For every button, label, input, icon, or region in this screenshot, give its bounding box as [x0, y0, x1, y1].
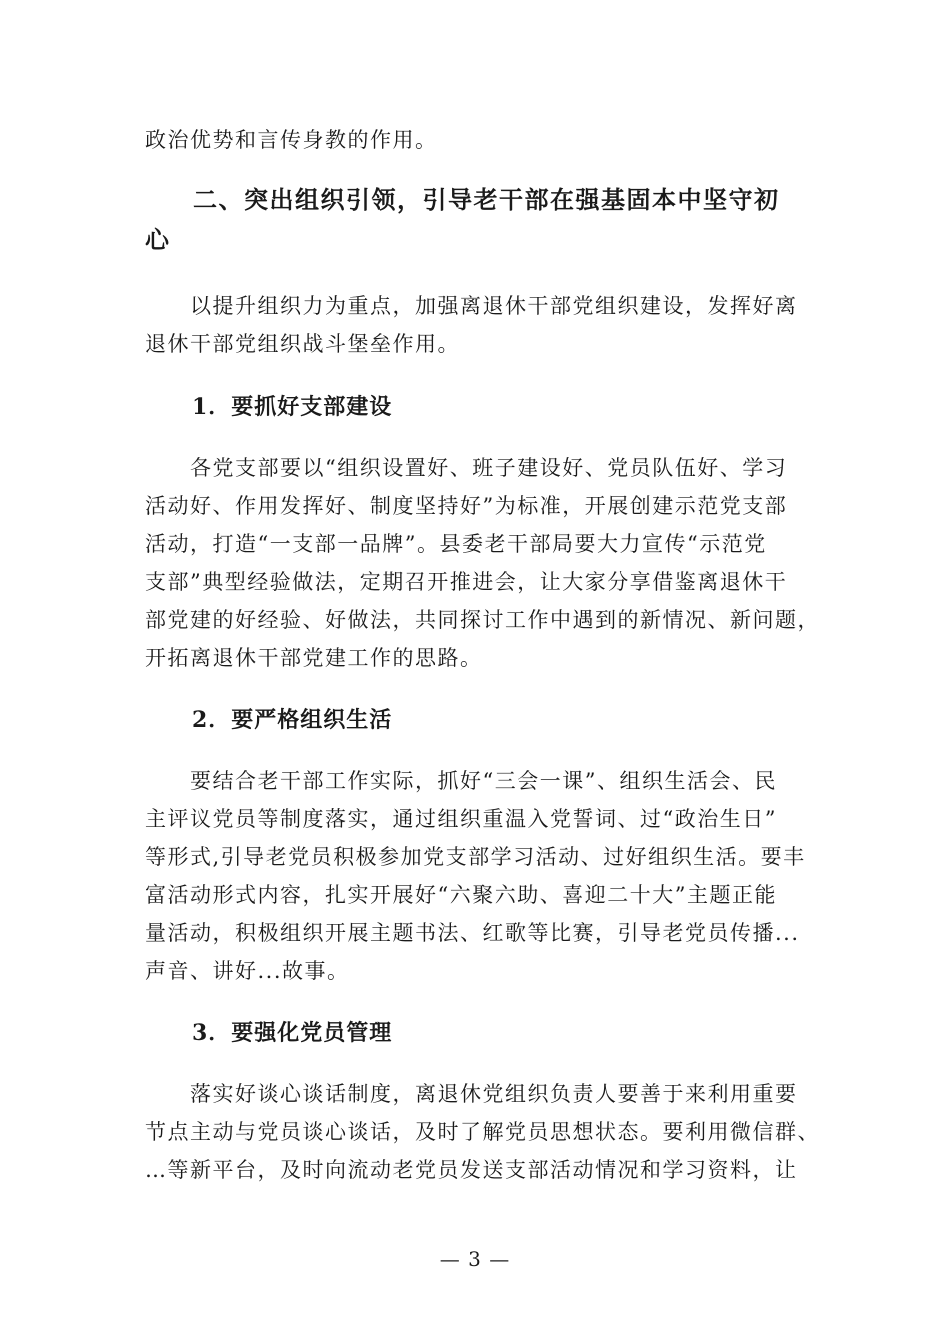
section-heading: [145, 180, 835, 260]
paragraph-line: 主评议党员等制度落实，通过组织重温入党誓词、过“政治生日”: [145, 807, 777, 831]
paragraph-line: 声音、讲好...故事。: [145, 959, 350, 983]
paragraph-line: …等新平台，及时向流动老党员发送支部活动情况和学习资料，让: [145, 1158, 798, 1182]
paragraph-line: 活动好、作用发挥好、制度坚持好”为标准，开展创建示范党支部: [145, 494, 788, 518]
paragraph-line: 各党支部要以“组织设置好、班子建设好、党员队伍好、学习: [190, 456, 788, 480]
paragraph-line: 支部”典型经验做法，定期召开推进会，让大家分享借鉴离退休干: [145, 570, 788, 594]
page-number: — 3 —: [439, 1247, 511, 1271]
subsection-heading: 2．要严格组织生活: [192, 707, 393, 733]
subsection-heading: 1．要抓好支部建设: [192, 394, 393, 420]
paragraph-line: 富活动形式内容，扎实开展好“六聚六助、喜迎二十大”主题正能: [145, 883, 777, 907]
paragraph-line: 政治优势和言传身教的作用。: [145, 128, 438, 152]
paragraph-line: 以提升组织力为重点，加强离退休干部党组织建设，发挥好离: [190, 294, 798, 318]
paragraph-line: 退休干部党组织战斗堡垒作用。: [145, 332, 460, 356]
section-heading-line: 二、突出组织引领，引导老干部在强基固本中坚守初: [193, 186, 780, 214]
paragraph-line: 等形式,引导老党员积极参加党支部学习活动、过好组织生活。要丰: [145, 845, 806, 869]
section-heading-line: 心: [145, 226, 171, 254]
paragraph-line: 开拓离退休干部党建工作的思路。: [145, 646, 483, 670]
subsection-heading: 3．要强化党员管理: [192, 1020, 393, 1046]
paragraph-line: 要结合老干部工作实际，抓好“三会一课”、组织生活会、民: [190, 769, 777, 793]
paragraph-line: 部党建的好经验、好做法，共同探讨工作中遇到的新情况、新问题，: [145, 608, 820, 632]
paragraph-line: 落实好谈心谈话制度，离退休党组织负责人要善于来利用重要: [190, 1082, 798, 1106]
paragraph-line: 活动，打造“一支部一品牌”。县委老干部局要大力宣传“示范党: [145, 532, 767, 556]
paragraph-line: 节点主动与党员谈心谈话，及时了解党员思想状态。要利用微信群、: [145, 1120, 820, 1144]
paragraph-line: 量活动，积极组织开展主题书法、红歌等比赛，引导老党员传播...: [145, 921, 800, 945]
